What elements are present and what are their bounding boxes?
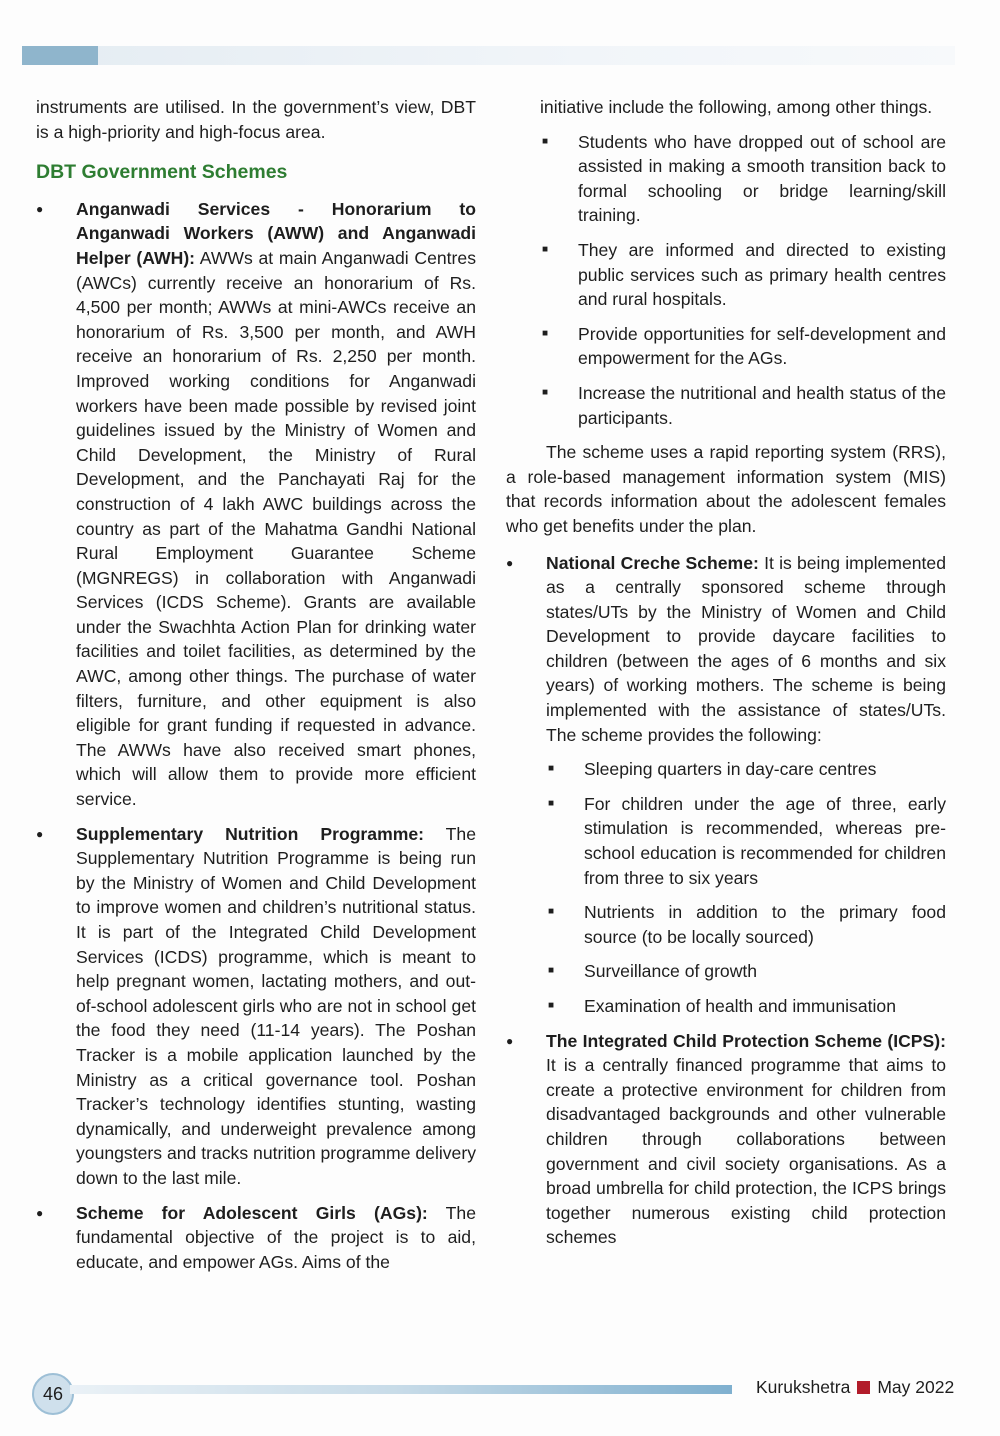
footer-decorative-bar <box>70 1385 732 1394</box>
section-heading: DBT Government Schemes <box>36 161 288 184</box>
item-text: The Supplementary Nutrition Programme is being run by the Ministry of Women and Child Development to improve women and children’s nutritional status. It is part of the Integrated Child Development Services (ICDS) programme, which is meant to help pregnant women, lactating mothers, and out-of-school adolescent girls who are not in school get the food they need (11-14 years). The Poshan Tracker is a mobile application launched by the Ministry as a critical governance tool. Poshan Tracker’s technology identifies stunting, wasting dynamically, and underweight prevalence among youngsters and tracks nutrition programme delivery down to the last mile. <box>76 823 476 1188</box>
list-item: ■ Surveillance of growth <box>546 959 946 984</box>
item-title: Anganwadi Services - Honorarium to Anganwadi Workers (AWW) and Anganwadi Helper (AWH): <box>76 198 476 268</box>
item-text: AWWs at main Anganwadi Centres (AWCs) currently receive an honorarium of Rs. 4,500 per month; AWWs at mini-AWCs receive an honorarium of Rs. 3,500 per month, and AWH receive an honorarium of Rs. 2,250 per month. Improved working conditions for Anganwadi workers have been made possible by revised joint guidelines issued by the Ministry of Women and Child Development, the Ministry of Rural Development, and the Panchayati Raj for the construction of 4 lakh AWC buildings across the country as part of the Mahatma Gandhi National Rural Employment Guarantee Scheme (MGNREGS) in collaboration with Anganwadi Services (ICDS Scheme). Grants are available under the Swachhta Action Plan for drinking water facilities and toilet facilities, as determined by the AWC, among other things. The purchase of water filters, furniture, and other equipment is also eligible for grant funding if requested in advance. The AWWs have also received smart phones, which will allow them to provide more efficient service. <box>76 247 476 810</box>
list-item: ■ Nutrients in addition to the primary food source (to be locally sourced) <box>546 900 946 949</box>
item-title: Scheme for Adolescent Girls (AGs): <box>76 1202 428 1223</box>
page-number: 46 <box>32 1373 74 1415</box>
intro-paragraph: instruments are utilised. In the government’s view, DBT is a high-priority and high-focus area. <box>36 97 476 142</box>
list-item: ■ Provide opportunities for self-development and empowerment for the AGs. <box>540 322 946 371</box>
item-text: The fundamental objective of the project is to aid, educate, and empower AGs. Aims of the <box>76 1202 477 1272</box>
magazine-name: Kurukshetra <box>756 1377 851 1397</box>
issue-date: May 2022 <box>877 1377 955 1397</box>
list-item-creche <box>506 551 946 1019</box>
scheme-list <box>36 197 476 1275</box>
item-text: It is a centrally financed programme that aims to create a protective environment for children from disadvantaged backgrounds and other vulnerable children through collaborations between government and civil society organisations. As a broad umbrella for child protection, the ICPS brings together numerous existing child protection schemes <box>546 1055 946 1248</box>
continuation-paragraph: initiative include the following, among other things. <box>540 97 933 117</box>
list-item: ■ Increase the nutritional and health status of the participants. <box>540 381 946 430</box>
right-column <box>506 95 946 1260</box>
left-column <box>36 95 476 1284</box>
item-text: It is being implemented as a centrally sponsored scheme through states/UTs by the Ministry of Women and Child Development to provide daycare facilities to children (between the ages of 6 months and six years) of working mothers. The scheme is being implemented with the assistance of states/UTs. The scheme provides the following: <box>546 552 946 745</box>
item-title: National Creche Scheme: <box>546 552 759 573</box>
item-title: The Integrated Child Protection Scheme (ICPS): <box>546 1030 946 1051</box>
list-item: ■ They are informed and directed to existing public services such as primary health centres and rural hospitals. <box>540 238 946 312</box>
list-item: ■ Examination of health and immunisation <box>546 994 946 1019</box>
list-item-adolescent-girls <box>36 1201 476 1275</box>
footer-credit <box>756 1377 954 1398</box>
header-accent-block <box>22 46 98 65</box>
list-item: ■ For children under the age of three, early stimulation is recommended, whereas pre-school education is recommended for children from three to six years <box>546 792 946 890</box>
scheme-list-right <box>506 551 946 1250</box>
ag-aims-list <box>540 130 946 431</box>
list-item-icps <box>506 1029 946 1250</box>
creche-provisions-list <box>546 757 946 1018</box>
list-item-nutrition <box>36 822 476 1191</box>
header-decorative-bar <box>22 46 955 65</box>
item-title: Supplementary Nutrition Programme: <box>76 823 424 844</box>
list-item-anganwadi <box>36 197 476 812</box>
rrs-paragraph: The scheme uses a rapid reporting system (RRS), a role-based management information system (MIS) that records information about the adolescent females who get benefits under the plan. <box>506 442 946 536</box>
list-item: ■ Students who have dropped out of school are assisted in making a smooth transition back to formal schooling or bridge learning/skill training. <box>540 130 946 228</box>
list-item: ■ Sleeping quarters in day-care centres <box>546 757 946 782</box>
red-square-icon <box>857 1381 870 1394</box>
